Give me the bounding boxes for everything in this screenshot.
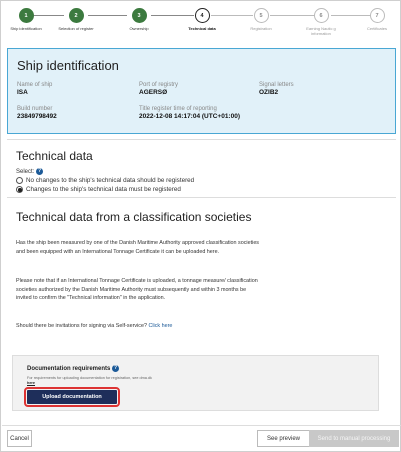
upload-documentation-button[interactable]: Upload documentation (27, 390, 117, 404)
see-preview-button[interactable]: See preview (257, 430, 310, 447)
field-label: Signal letters (259, 82, 294, 88)
technical-data-section (7, 139, 396, 198)
field-title-register-time (139, 106, 240, 120)
step-label: Technical data (188, 26, 216, 31)
field-value: OZIB2 (259, 89, 279, 96)
step-label: Selection of register (58, 26, 94, 31)
step-certificates[interactable] (352, 8, 401, 31)
field-label: Build number (17, 106, 53, 112)
select-label-row (16, 168, 43, 175)
cancel-button[interactable]: Cancel (7, 430, 32, 447)
field-label: Port of registry (139, 82, 179, 88)
step-label: Certificates (366, 26, 387, 31)
help-icon[interactable]: ? (114, 365, 118, 371)
step-label: Ownership (129, 26, 149, 31)
field-label: Name of ship (17, 82, 53, 88)
step-ownership[interactable] (114, 8, 164, 31)
field-name-of-ship (17, 82, 52, 96)
ship-identification-title: Ship identification (17, 58, 119, 73)
field-value: AGERSØ (139, 89, 168, 96)
step-ship-identification[interactable] (1, 8, 51, 31)
documentation-description: For requirements for uploading documentation for registration, see dma.dk (27, 376, 152, 380)
documentation-title: Documentation requirements (27, 366, 111, 373)
step-number: 1 (19, 8, 34, 23)
classification-paragraph-1: Has the ship been measured by one of the Danish Maritime Authority approved classification societies and been equipped with an International Tonnage Certificate it can be uploaded here. (16, 240, 260, 255)
progress-stepper (1, 1, 401, 43)
documentation-title-row (27, 365, 119, 372)
technical-data-title: Technical data (16, 149, 93, 163)
ship-identification-panel (7, 48, 396, 134)
step-number: 7 (370, 8, 385, 23)
classification-paragraph-2: Please note that if an International Tonnage Certificate is uploaded, a tonnage measure/ classification societies authorized by the Danish Maritime Authority must subsequently and within 3 months be invited to confirm the "Technical information" in the application. (16, 278, 258, 302)
classification-paragraph-3 (16, 322, 261, 331)
field-build-number (17, 106, 57, 120)
step-number: 4 (195, 8, 210, 23)
field-signal-letters (259, 82, 294, 96)
footer-actions (2, 425, 401, 452)
step-label: Ship identification (10, 26, 42, 31)
field-value: 23849798492 (17, 113, 57, 120)
documentation-requirements-box (12, 355, 379, 411)
radio-no-changes[interactable] (16, 177, 194, 184)
help-icon[interactable]: ? (37, 168, 42, 174)
radio-button-selected[interactable] (16, 186, 23, 193)
step-label: Earning Nautic g information (306, 26, 336, 36)
step-number: 6 (314, 8, 329, 23)
field-port-of-registry (139, 82, 178, 96)
radio-label: Changes to the ship's technical data must be registered (26, 186, 181, 193)
radio-button[interactable] (16, 177, 23, 184)
step-number: 2 (69, 8, 84, 23)
click-here-link[interactable]: Click here (148, 323, 173, 329)
select-label: Select: (16, 169, 35, 176)
step-number: 5 (254, 8, 269, 23)
documentation-here-link[interactable]: here (27, 381, 36, 385)
step-selection-of-register[interactable] (51, 8, 101, 31)
send-to-manual-processing-button[interactable]: Send to manual processing (309, 430, 399, 447)
self-service-question: Should there be invitations for signing via Self-service? (16, 323, 147, 329)
step-registration[interactable] (236, 8, 286, 31)
field-value: 2022-12-08 14:17:04 (UTC+01:00) (139, 113, 240, 120)
step-nautical-information[interactable] (296, 8, 346, 36)
step-label: Registration (250, 26, 272, 31)
radio-label: No changes to the ship's technical data should be registered (26, 177, 195, 184)
field-value: ISA (17, 89, 28, 96)
field-label: Title register time of reporting (139, 106, 217, 112)
classification-title: Technical data from a classification societies (16, 210, 252, 224)
step-number: 3 (132, 8, 147, 23)
step-technical-data[interactable] (177, 8, 227, 31)
radio-changes-must-be-registered[interactable] (16, 186, 181, 193)
